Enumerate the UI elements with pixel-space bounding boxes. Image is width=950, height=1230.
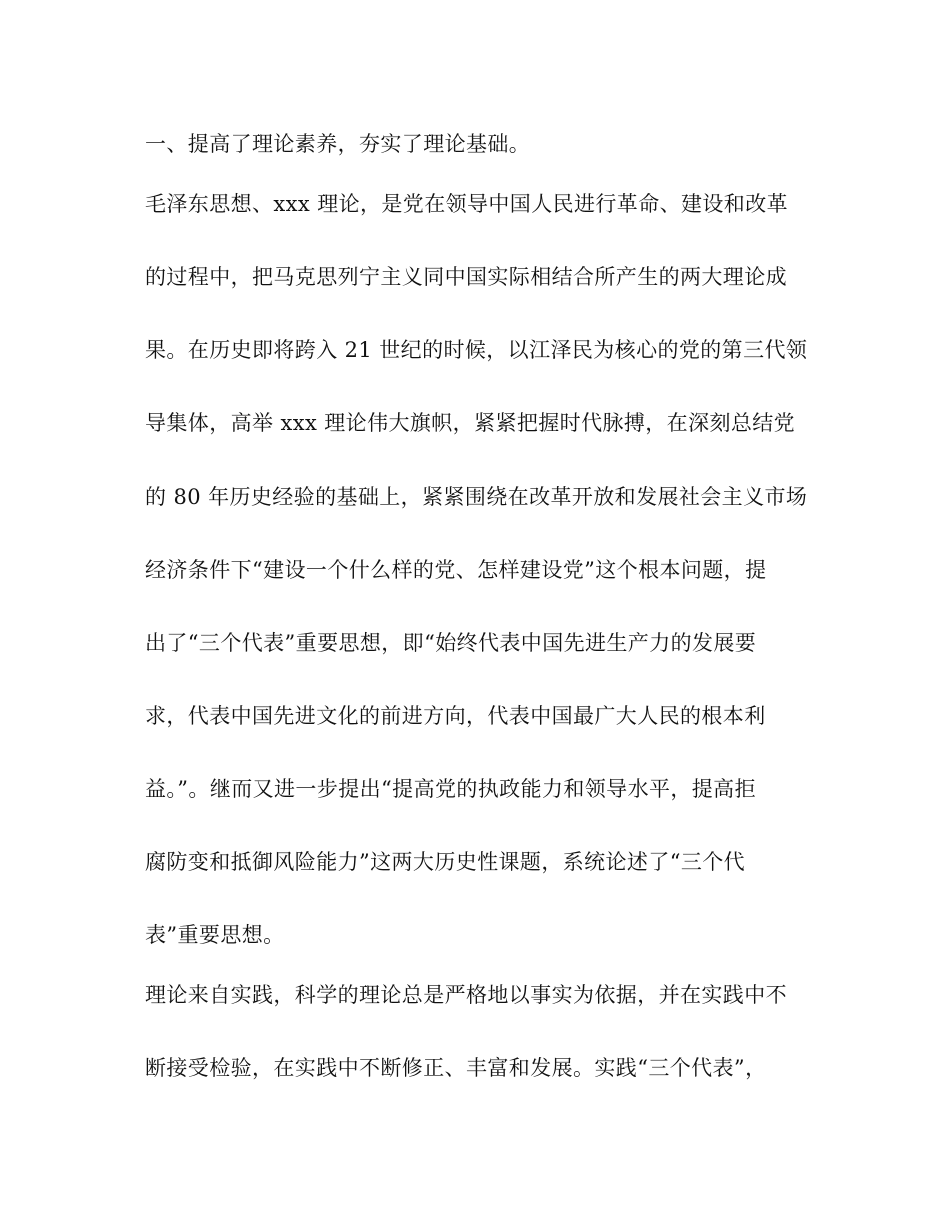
text-line: 毛泽东思想、xxx 理论，是党在领导中国人民进行革命、建设和改革 bbox=[145, 192, 789, 216]
text-line: 表”重要思想。 bbox=[145, 923, 285, 947]
text-line: 理论来自实践，科学的理论总是严格地以事实为依据，并在实践中不 bbox=[145, 983, 787, 1007]
text-line: 出了“三个代表”重要思想，即“始终代表中国先进生产力的发展要 bbox=[145, 631, 757, 655]
text-line: 经济条件下“建设一个什么样的党、怎样建设党”这个根本问题，提 bbox=[145, 558, 767, 582]
text-line: 断接受检验，在实践中不断修正、丰富和发展。实践“三个代表”， bbox=[145, 1056, 767, 1080]
text-line: 的 80 年历史经验的基础上，紧紧围绕在改革开放和发展社会主义市场 bbox=[145, 485, 808, 509]
text-line: 的过程中，把马克思列宁主义同中国实际相结合所产生的两大理论成 bbox=[145, 265, 787, 289]
text-line: 求，代表中国先进文化的前进方向，代表中国最广大人民的根本利 bbox=[145, 704, 766, 728]
text-line: 腐防变和抵御风险能力”这两大历史性课题，系统论述了“三个代 bbox=[145, 850, 746, 874]
text-line: 益。”。继而又进一步提出“提高党的执政能力和领导水平，提高拒 bbox=[145, 777, 756, 801]
text-line: 果。在历史即将跨入 21 世纪的时候，以江泽民为核心的党的第三代领 bbox=[145, 338, 808, 362]
text-line: 导集体，高举 xxx 理论伟大旗帜，紧紧把握时代脉搏，在深刻总结党 bbox=[145, 411, 796, 435]
heading-line: 一、提高了理论素养，夯实了理论基础。 bbox=[145, 132, 531, 156]
